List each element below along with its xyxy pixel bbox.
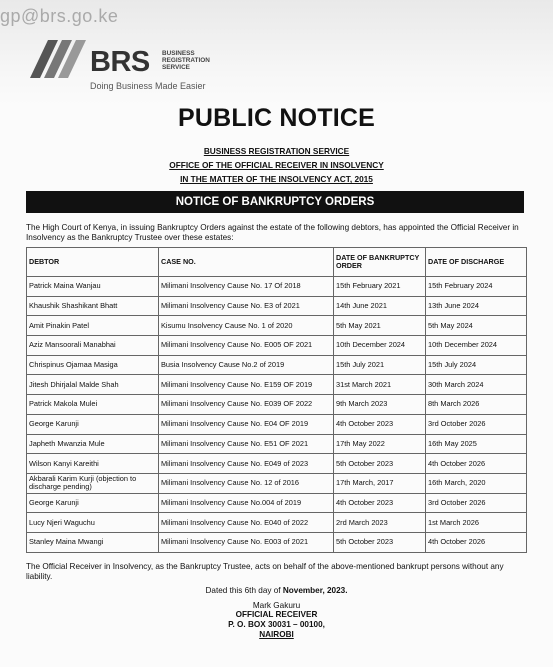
table-row <box>27 296 527 316</box>
order-date-cell: 5th October 2023 <box>334 454 426 474</box>
case-no-cell: Milimani Insolvency Cause No. E005 OF 2021 <box>159 336 334 356</box>
debtor-cell: George Karunji <box>27 493 159 513</box>
order-date-cell: 9th March 2023 <box>334 395 426 415</box>
logo-sub-line: SERVICE <box>162 64 190 71</box>
discharge-date-cell: 3rd October 2026 <box>426 493 527 513</box>
table-row <box>27 336 527 356</box>
table-row <box>27 473 527 493</box>
table-row <box>27 414 527 434</box>
table-row <box>27 513 527 533</box>
table-row <box>27 355 527 375</box>
subhead: BUSINESS REGISTRATION SERVICE <box>203 146 350 156</box>
section-title: NOTICE OF BANKRUPTCY ORDERS <box>26 191 524 213</box>
case-no-cell: Milimani Insolvency Cause No. E51 OF 2021 <box>159 434 334 454</box>
debtor-cell: Stanley Maina Mwangi <box>27 532 159 552</box>
signatory-title: OFFICIAL RECEIVER <box>235 610 318 619</box>
column-header: DATE OF BANKRUPTCY ORDER <box>334 248 426 277</box>
order-date-cell: 17th May 2022 <box>334 434 426 454</box>
case-no-cell: Milimani Insolvency Cause No. E040 of 2022 <box>159 513 334 533</box>
page-title: PUBLIC NOTICE <box>177 104 376 132</box>
order-date-cell: 17th March, 2017 <box>334 473 426 493</box>
discharge-date-cell: 8th March 2026 <box>426 395 527 415</box>
column-header: DEBTOR <box>27 248 159 277</box>
dated-prefix: Dated this 6th day of <box>205 586 283 595</box>
discharge-date-cell: 16th May 2025 <box>426 434 527 454</box>
table-row <box>27 454 527 474</box>
subhead: OFFICE OF THE OFFICIAL RECEIVER IN INSOLVENCY <box>169 160 384 170</box>
brs-logo <box>28 38 228 98</box>
liability-paragraph: The Official Receiver in Insolvency, as the Bankruptcy Trustee, acts on behalf of the above-mentioned bankrupt persons without any liability. <box>26 562 504 581</box>
case-no-cell: Milimani Insolvency Cause No. E049 of 2023 <box>159 454 334 474</box>
debtor-cell: Wilson Kanyi Kareithi <box>27 454 159 474</box>
order-date-cell: 15th July 2021 <box>334 355 426 375</box>
discharge-date-cell: 10th December 2024 <box>426 336 527 356</box>
discharge-date-cell: 4th October 2026 <box>426 532 527 552</box>
discharge-date-cell: 15th February 2024 <box>426 277 527 297</box>
discharge-date-cell: 30th March 2024 <box>426 375 527 395</box>
logo-tagline: Doing Business Made Easier <box>90 81 206 91</box>
case-no-cell: Milimani Insolvency Cause No. E159 OF 2019 <box>159 375 334 395</box>
discharge-date-cell: 16th March, 2020 <box>426 473 527 493</box>
debtor-cell: Khaushik Shashikant Bhatt <box>27 296 159 316</box>
order-date-cell: 14th June 2021 <box>334 296 426 316</box>
debtor-cell: Japheth Mwanzia Mule <box>27 434 159 454</box>
debtor-cell: Patrick Maina Wanjau <box>27 277 159 297</box>
case-no-cell: Busia Insolvency Cause No.2 of 2019 <box>159 355 334 375</box>
order-date-cell: 31st March 2021 <box>334 375 426 395</box>
debtor-cell: Patrick Makola Mulei <box>27 395 159 415</box>
order-date-cell: 2rd March 2023 <box>334 513 426 533</box>
logo-sub-line: REGISTRATION <box>162 57 210 64</box>
discharge-date-cell: 1st March 2026 <box>426 513 527 533</box>
debtor-cell: Chrispinus Ojamaa Masiga <box>27 355 159 375</box>
debtor-cell: Amit Pinakin Patel <box>27 316 159 336</box>
discharge-date-cell: 5th May 2024 <box>426 316 527 336</box>
case-no-cell: Kisumu Insolvency Cause No. 1 of 2020 <box>159 316 334 336</box>
email-watermark: gp@brs.go.ke <box>0 6 119 26</box>
case-no-cell: Milimani Insolvency Cause No. 17 Of 2018 <box>159 277 334 297</box>
case-no-cell: Milimani Insolvency Cause No. E04 OF 2019 <box>159 414 334 434</box>
case-no-cell: Milimani Insolvency Cause No.004 of 2019 <box>159 493 334 513</box>
order-date-cell: 10th December 2024 <box>334 336 426 356</box>
column-header: DATE OF DISCHARGE <box>426 248 527 277</box>
order-date-cell: 4th October 2023 <box>334 414 426 434</box>
order-date-cell: 4th October 2023 <box>334 493 426 513</box>
order-date-cell: 5th May 2021 <box>334 316 426 336</box>
table-row <box>27 493 527 513</box>
order-date-cell: 5th October 2023 <box>334 532 426 552</box>
signatory-name: Mark Gakuru <box>252 601 301 610</box>
table-row <box>27 434 527 454</box>
case-no-cell: Milimani Insolvency Cause No. E039 OF 2022 <box>159 395 334 415</box>
table-body <box>27 277 527 553</box>
table-header-row <box>27 248 527 277</box>
dated-line <box>0 586 553 596</box>
intro-paragraph: The High Court of Kenya, in issuing Bankruptcy Orders against the estate of the following debtors, has appointed the Official Receiver in Insolvency as the Bankruptcy Trustee over these estates: <box>26 223 519 242</box>
case-no-cell: Milimani Insolvency Cause No. E003 of 2021 <box>159 532 334 552</box>
table-row <box>27 375 527 395</box>
signatory-box: P. O. BOX 30031 – 00100, <box>228 620 325 629</box>
debtor-cell: Akbarali Karim Kurji (objection to discharge pending) <box>27 473 159 493</box>
signatory-city: NAIROBI <box>259 630 294 639</box>
case-no-cell: Milimani Insolvency Cause No. E3 of 2021 <box>159 296 334 316</box>
table-row <box>27 316 527 336</box>
discharge-date-cell: 3rd October 2026 <box>426 414 527 434</box>
bankruptcy-orders-table <box>26 247 527 553</box>
debtor-cell: Lucy Njeri Waguchu <box>27 513 159 533</box>
table-row <box>27 277 527 297</box>
discharge-date-cell: 4th October 2026 <box>426 454 527 474</box>
logo-sub-line: BUSINESS <box>162 50 195 57</box>
discharge-date-cell: 13th June 2024 <box>426 296 527 316</box>
table-row <box>27 532 527 552</box>
debtor-cell: George Karunji <box>27 414 159 434</box>
case-no-cell: Milimani Insolvency Cause No. 12 of 2016 <box>159 473 334 493</box>
column-header: CASE NO. <box>159 248 334 277</box>
brs-logo-mark-icon <box>28 38 88 82</box>
logo-subtitle <box>162 50 210 71</box>
logo-brand: BRS <box>90 46 150 78</box>
dated-date: November, 2023. <box>282 586 348 595</box>
order-date-cell: 15th February 2021 <box>334 277 426 297</box>
table-row <box>27 395 527 415</box>
discharge-date-cell: 15th July 2024 <box>426 355 527 375</box>
debtor-cell: Aziz Mansoorali Manabhai <box>27 336 159 356</box>
debtor-cell: Jitesh Dhirjalal Malde Shah <box>27 375 159 395</box>
subhead: IN THE MATTER OF THE INSOLVENCY ACT, 2015 <box>180 174 373 184</box>
